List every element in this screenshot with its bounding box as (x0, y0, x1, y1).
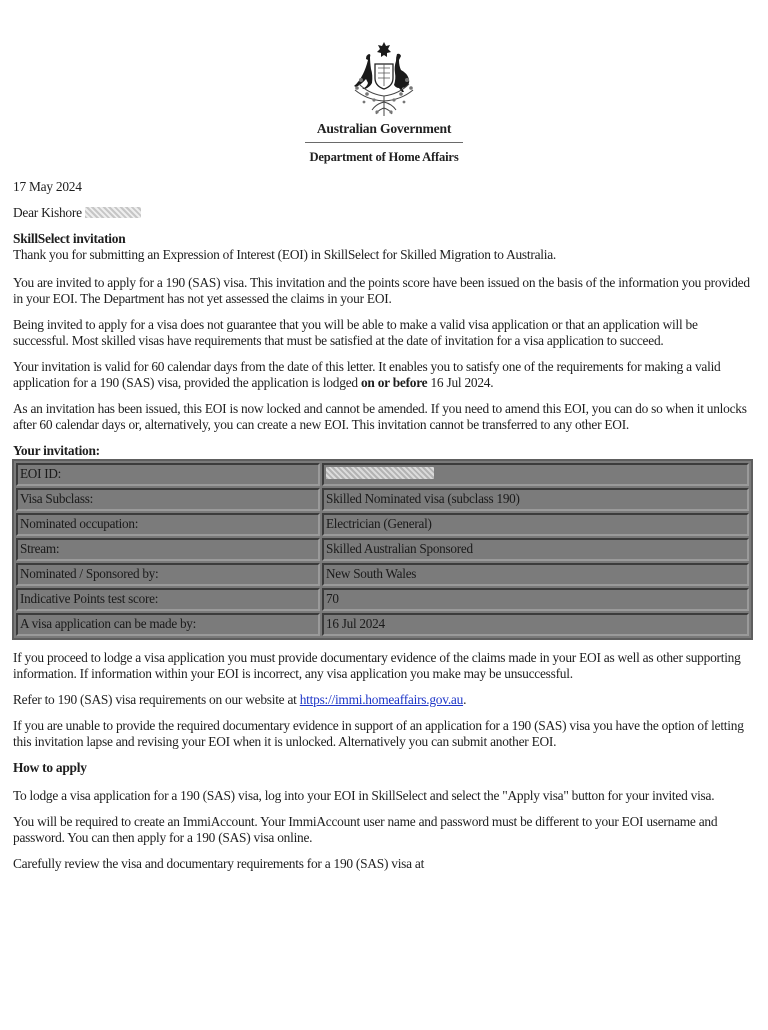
invitation-value (322, 463, 749, 486)
invitation-title: Your invitation: (13, 443, 100, 458)
intro-text: Thank you for submitting an Expression of Interest (EOI) in SkillSelect for Skilled Migration to Australia. (13, 247, 556, 262)
paragraph-no-guarantee: Being invited to apply for a visa does not guarantee that you will be able to make a valid visa application or that an application will be successful. Most skilled visas have requirements that must be satisfied at the date of invitation for a visa application to succeed. (13, 317, 698, 348)
letter-body (13, 179, 753, 882)
paragraph-refer (13, 692, 753, 708)
invitation-value: Electrician (General) (322, 513, 749, 536)
letter-date: 17 May 2024 (13, 179, 82, 194)
paragraph-invited: You are invited to apply for a 190 (SAS) visa. This invitation and the points score have been issued on the basis of the information you provided in your EOI. The Department has not yet assessed the claims in your EOI. (13, 275, 750, 306)
invitation-table (12, 459, 753, 640)
intro-paragraph (13, 231, 753, 263)
letterhead-divider (305, 142, 463, 143)
invitation-value: 16 Jul 2024 (322, 613, 749, 636)
invitation-label: A visa application can be made by: (16, 613, 320, 636)
paragraph-lapse: If you are unable to provide the required documentary evidence in support of an application for a 190 (SAS) visa you have the option of letting this invitation lapse and revising your EOI when it is unlocked. Alternatively you can submit another EOI. (13, 718, 744, 749)
invitation-row (16, 538, 749, 561)
invitation-label: Stream: (16, 538, 320, 561)
paragraph-review: Carefully review the visa and documentary requirements for a 190 (SAS) visa at (13, 856, 425, 871)
invitation-value: Skilled Australian Sponsored (322, 538, 749, 561)
refer-end: . (463, 692, 467, 707)
salutation (13, 205, 753, 221)
invitation-row (16, 588, 749, 611)
invitation-label: Nominated occupation: (16, 513, 320, 536)
invitation-row (16, 463, 749, 486)
paragraph-lodge: To lodge a visa application for a 190 (SAS) visa, log into your EOI in SkillSelect and select the "Apply visa" button for your invited visa. (13, 788, 715, 803)
paragraph-locked: As an invitation has been issued, this EOI is now locked and cannot be amended. If you need to amend this EOI, you can do so when it unlocks after 60 calendar days or, alternatively, you can create a new EOI. This invitation cannot be transferred to any other EOI. (13, 401, 747, 432)
paragraph-evidence: If you proceed to lodge a visa application you must provide documentary evidence of the claims made in your EOI as well as other supporting information. If information within your EOI is incorrect, any visa application you make may be unsuccessful. (13, 650, 741, 681)
deadline-emphasis: on or before (360, 375, 428, 390)
redacted-surname (85, 207, 141, 218)
coat-of-arms-icon (339, 40, 429, 122)
invitation-row (16, 613, 749, 636)
invitation-row (16, 513, 749, 536)
invitation-label: EOI ID: (16, 463, 320, 486)
validity-text: Your invitation is valid for 60 calendar days from the date of this letter. It enables you to satisfy one of the requirements for making a valid application for a 190 (SAS) visa, provided the application is lodged (13, 359, 721, 390)
invitation-row (16, 563, 749, 586)
invitation-label: Indicative Points test score: (16, 588, 320, 611)
invitation-value: Skilled Nominated visa (subclass 190) (322, 488, 749, 511)
homeaffairs-website-link[interactable]: https://immi.homeaffairs.gov.au (299, 692, 464, 707)
invitation-row (16, 488, 749, 511)
letterhead (0, 40, 768, 122)
paragraph-immiaccount: You will be required to create an ImmiAccount. Your ImmiAccount user name and password must be different to your EOI username and password. You can then apply for a 190 (SAS) visa online. (13, 814, 718, 845)
validity-date: 16 Jul 2024. (427, 375, 494, 390)
invitation-label: Nominated / Sponsored by: (16, 563, 320, 586)
government-name: Australian Government (316, 121, 452, 136)
invitation-value: New South Wales (322, 563, 749, 586)
salutation-text: Dear Kishore (13, 205, 82, 220)
department-name: Department of Home Affairs (309, 150, 459, 164)
invitation-value: 70 (322, 588, 749, 611)
invitation-label: Visa Subclass: (16, 488, 320, 511)
paragraph-validity (13, 359, 753, 391)
refer-text: Refer to 190 (SAS) visa requirements on our website at (13, 692, 300, 707)
how-to-apply-heading: How to apply (13, 760, 87, 775)
redacted-eoi-id (326, 467, 434, 479)
section-title: SkillSelect invitation (13, 231, 126, 246)
